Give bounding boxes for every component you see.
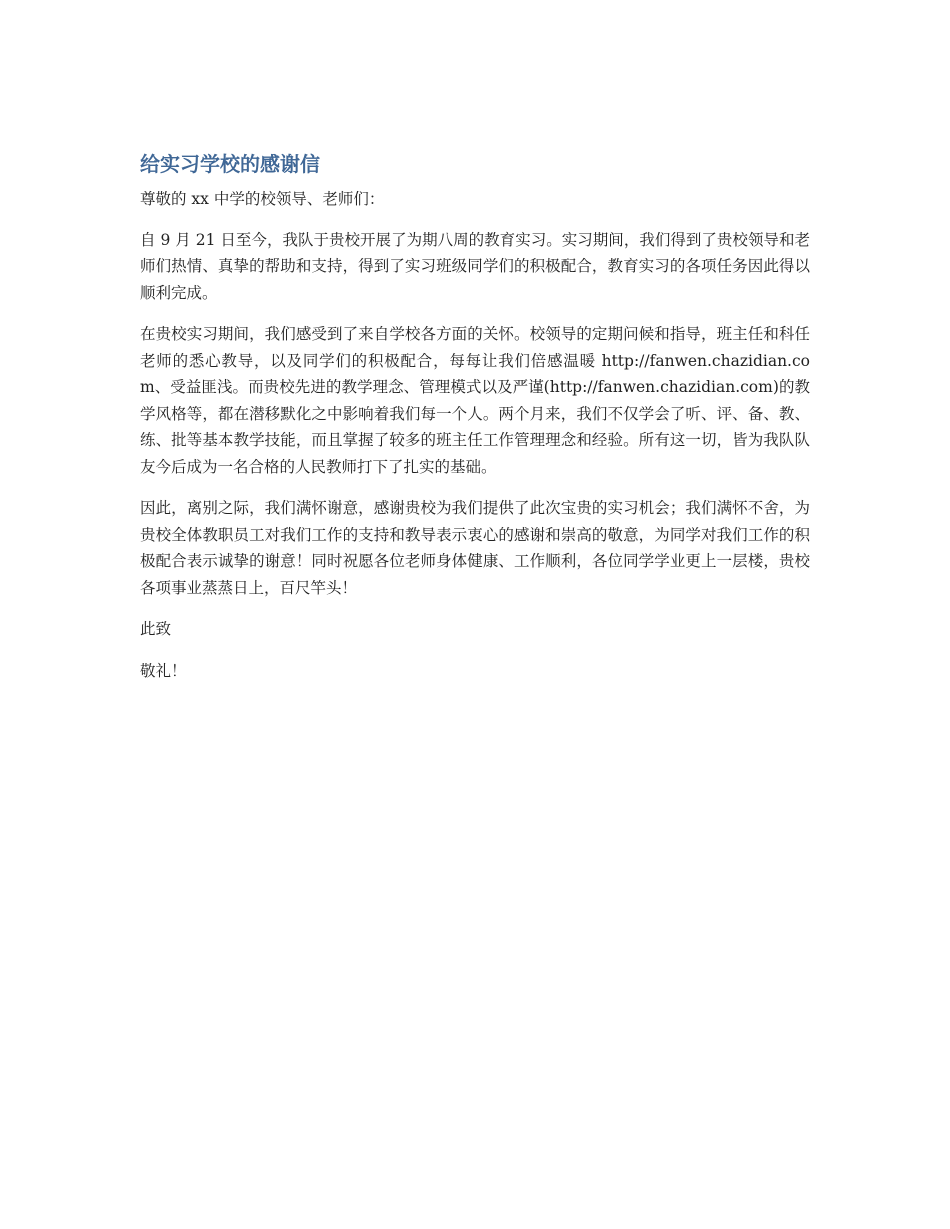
letter-document	[140, 148, 810, 699]
closing-salute: 敬礼！	[140, 661, 187, 680]
salutation: 尊敬的 xx 中学的校领导、老师们：	[140, 190, 385, 208]
document-title: 给实习学校的感谢信	[140, 152, 320, 176]
paragraph-2: 在贵校实习期间，我们感受到了来自学校各方面的关怀。校领导的定期问候和指导，班主任和科任老师的悉心教导，以及同学们的积极配合，每每让我们倍感温暖 http://fanwen.chazidian.com、受益匪浅。而贵校先进的教学理念、管理模式以及严谨(http://fanwen.chazidian.com)的教学风格等，都在潜移默化之中影响着我们每一个人。两个月来，我们不仅学会了听、评、备、教、练、批等基本教学技能，而且掌握了较多的班主任工作管理理念和经验。所有这一切，皆为我队队友今后成为一名合格的人民教师打下了扎实的基础。	[140, 325, 810, 476]
paragraph-3: 因此，离别之际，我们满怀谢意，感谢贵校为我们提供了此次宝贵的实习机会；我们满怀不舍，为贵校全体教职员工对我们工作的支持和教导表示衷心的感谢和崇高的敬意，为同学对我们工作的积极配合表示诚挚的谢意！同时祝愿各位老师身体健康、工作顺利，各位同学学业更上一层楼，贵校各项事业蒸蒸日上，百尺竿头！	[140, 499, 810, 597]
closing-greeting: 此致	[140, 620, 172, 638]
paragraph-1: 自 9 月 21 日至今，我队于贵校开展了为期八周的教育实习。实习期间，我们得到了贵校领导和老师们热情、真挚的帮助和支持，得到了实习班级同学们的积极配合，教育实习的各项任务因此得以顺利完成。	[140, 230, 810, 302]
